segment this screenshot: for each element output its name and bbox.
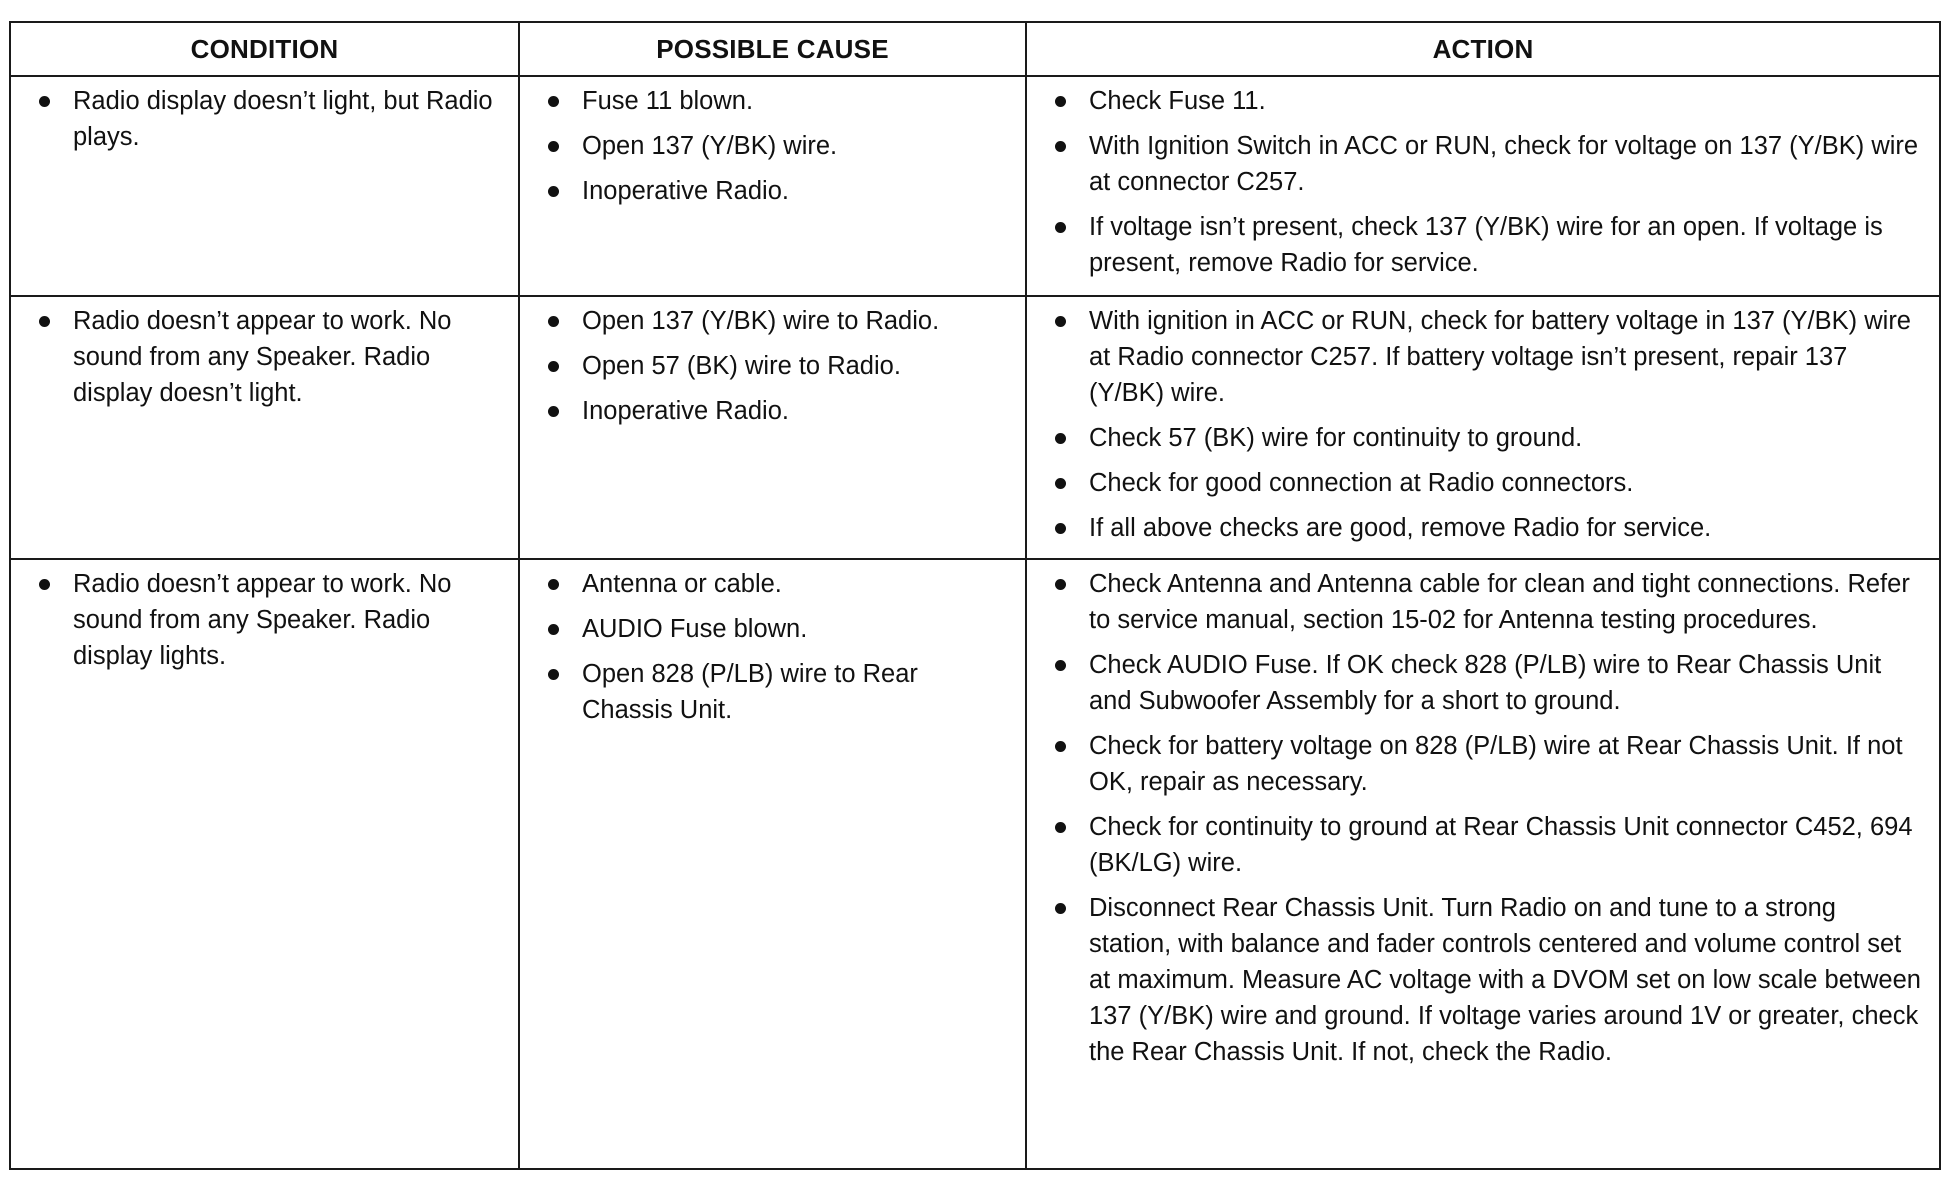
cause-list <box>534 83 1011 209</box>
action-cell <box>1026 296 1940 559</box>
action-item: Check AUDIO Fuse. If OK check 828 (P/LB) wire to Rear Chassis Unit and Subwoofer Assembly for a short to ground. <box>1041 647 1925 719</box>
action-item: Check 57 (BK) wire for continuity to ground. <box>1041 420 1925 456</box>
action-item: Check for battery voltage on 828 (P/LB) wire at Rear Chassis Unit. If not OK, repair as necessary. <box>1041 728 1925 800</box>
condition-item: Radio doesn’t appear to work. No sound from any Speaker. Radio display doesn’t light. <box>25 303 504 411</box>
action-item: With Ignition Switch in ACC or RUN, check for voltage on 137 (Y/BK) wire at connector C257. <box>1041 128 1925 200</box>
action-item: Check for good connection at Radio connectors. <box>1041 465 1925 501</box>
header-condition: CONDITION <box>10 22 519 76</box>
action-item: Check Fuse 11. <box>1041 83 1925 119</box>
header-possible-cause: POSSIBLE CAUSE <box>519 22 1026 76</box>
cause-item: Open 137 (Y/BK) wire. <box>534 128 1011 164</box>
action-item: Disconnect Rear Chassis Unit. Turn Radio on and tune to a strong station, with balance and fader controls centered and volume control set at maximum. Measure AC voltage with a DVOM set on low scale between 137 (Y/BK) wire and ground. If voltage varies around 1V or greater, check the Rear Chassis Unit. If not, check the Radio. <box>1041 890 1925 1070</box>
table-row <box>10 296 1940 559</box>
condition-list <box>25 303 504 411</box>
action-item: With ignition in ACC or RUN, check for battery voltage in 137 (Y/BK) wire at Radio connector C257. If battery voltage isn’t present, repair 137 (Y/BK) wire. <box>1041 303 1925 411</box>
cause-item: AUDIO Fuse blown. <box>534 611 1011 647</box>
action-item: Check for continuity to ground at Rear Chassis Unit connector C452, 694 (BK/LG) wire. <box>1041 809 1925 881</box>
condition-list <box>25 83 504 155</box>
condition-item: Radio doesn’t appear to work. No sound from any Speaker. Radio display lights. <box>25 566 504 674</box>
cause-item: Open 57 (BK) wire to Radio. <box>534 348 1011 384</box>
header-row <box>10 22 1940 76</box>
action-cell <box>1026 559 1940 1169</box>
condition-cell <box>10 76 519 296</box>
cause-cell <box>519 76 1026 296</box>
condition-item: Radio display doesn’t light, but Radio plays. <box>25 83 504 155</box>
diagnosis-table <box>9 21 1941 1170</box>
cause-list <box>534 566 1011 728</box>
action-item: If voltage isn’t present, check 137 (Y/BK) wire for an open. If voltage is present, remove Radio for service. <box>1041 209 1925 281</box>
action-list <box>1041 83 1925 281</box>
cause-item: Open 828 (P/LB) wire to Rear Chassis Unit. <box>534 656 1011 728</box>
cause-item: Antenna or cable. <box>534 566 1011 602</box>
cause-cell <box>519 296 1026 559</box>
header-action: ACTION <box>1026 22 1940 76</box>
action-item: If all above checks are good, remove Radio for service. <box>1041 510 1925 546</box>
cause-item: Inoperative Radio. <box>534 393 1011 429</box>
cause-list <box>534 303 1011 429</box>
cause-item: Open 137 (Y/BK) wire to Radio. <box>534 303 1011 339</box>
action-cell <box>1026 76 1940 296</box>
action-item: Check Antenna and Antenna cable for clean and tight connections. Refer to service manual, section 15-02 for Antenna testing procedures. <box>1041 566 1925 638</box>
condition-list <box>25 566 504 674</box>
table-row <box>10 76 1940 296</box>
condition-cell <box>10 296 519 559</box>
cause-item: Fuse 11 blown. <box>534 83 1011 119</box>
table-row <box>10 559 1940 1169</box>
action-list <box>1041 303 1925 546</box>
cause-item: Inoperative Radio. <box>534 173 1011 209</box>
action-list <box>1041 566 1925 1070</box>
condition-cell <box>10 559 519 1169</box>
cause-cell <box>519 559 1026 1169</box>
